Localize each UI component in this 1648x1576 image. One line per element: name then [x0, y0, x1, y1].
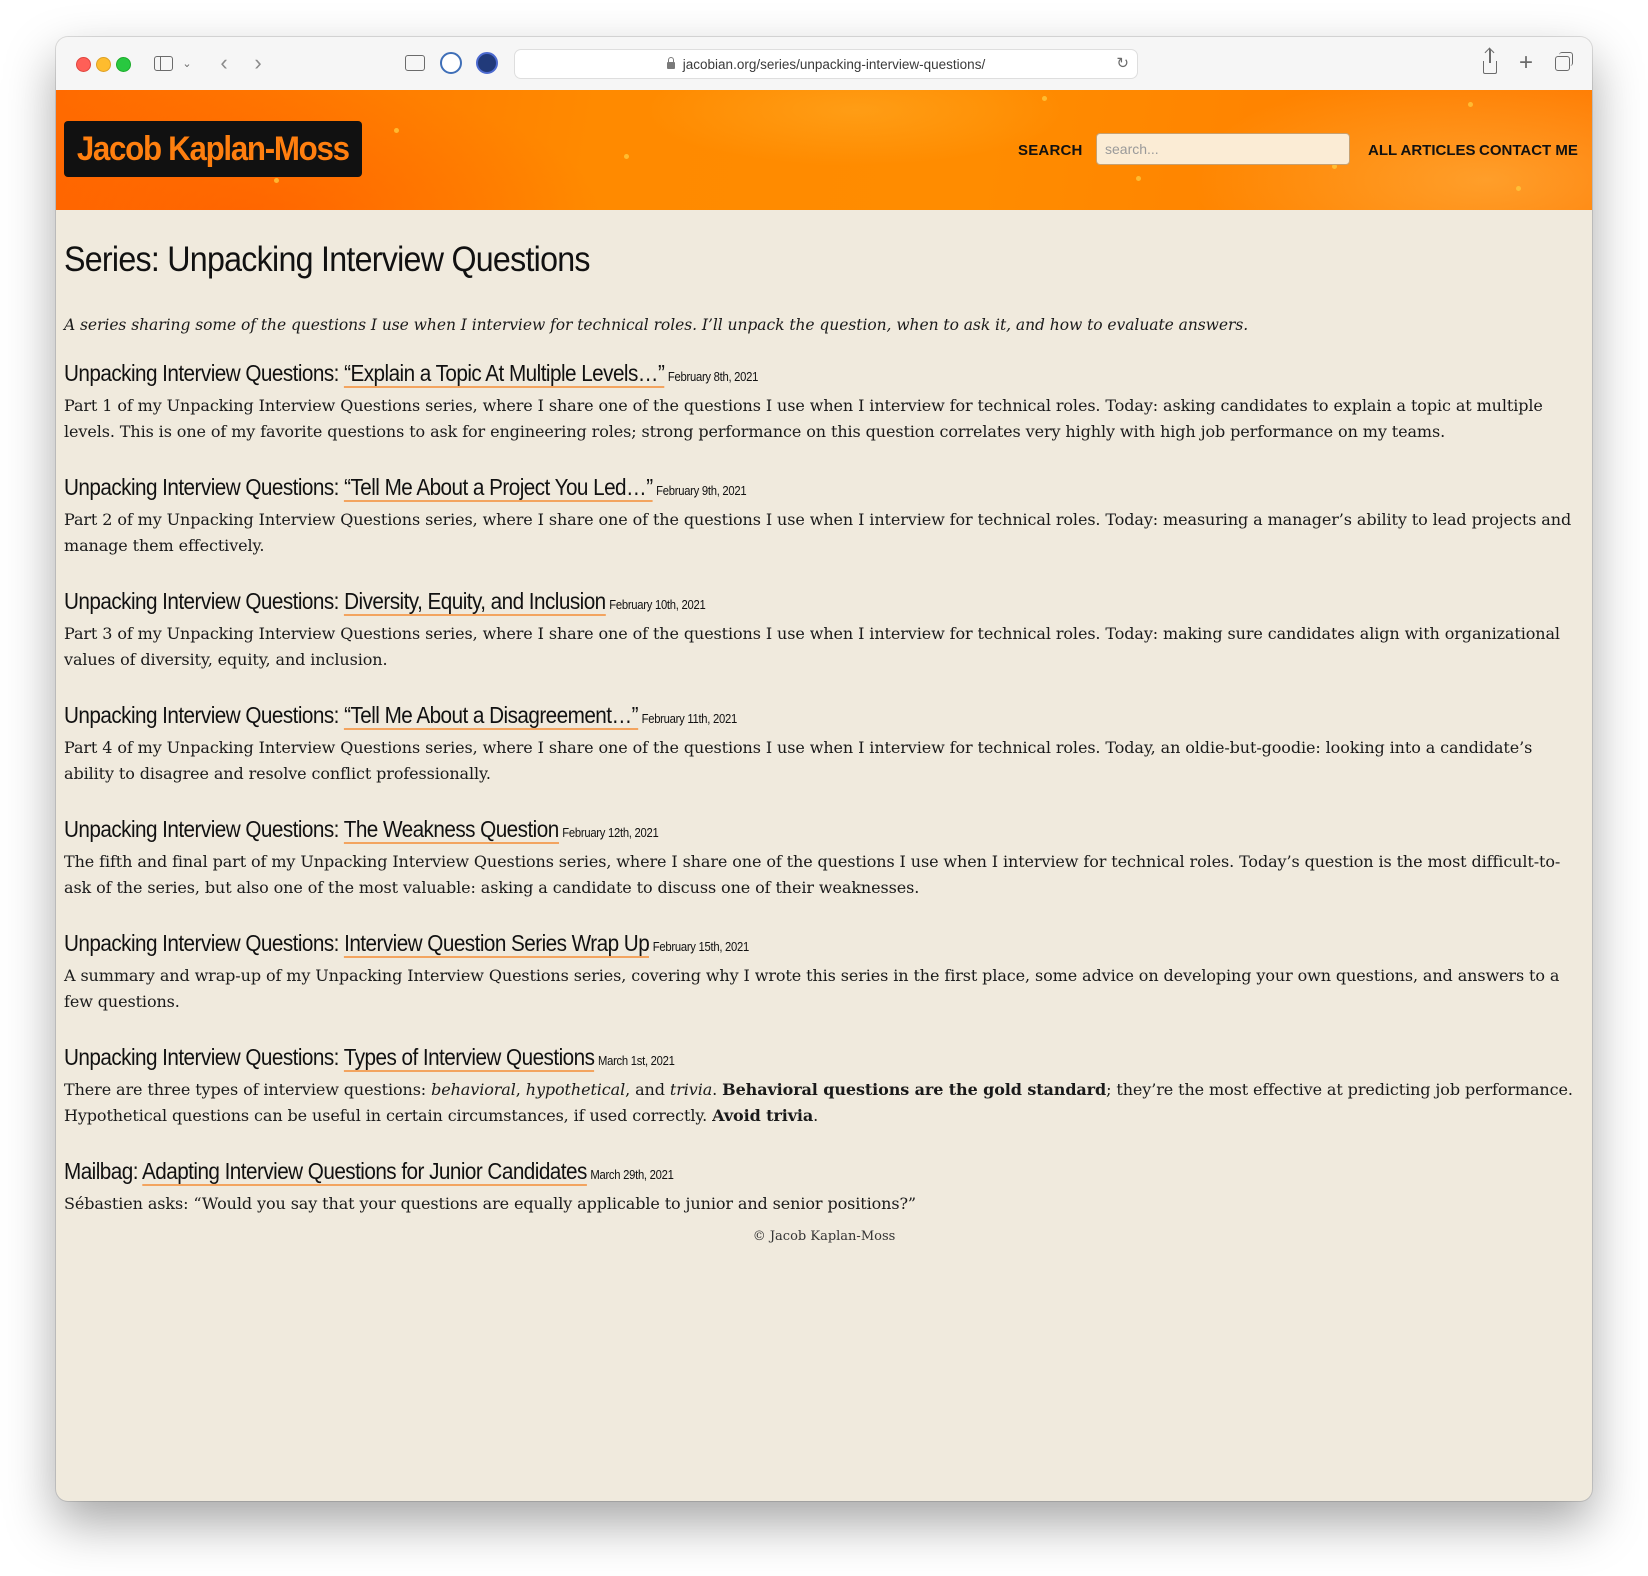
summary-text: ; they’re the most effective at predicting job performance. Hypothetical questions can be useful in certain circumstances, if used correctly. — [64, 1080, 1573, 1125]
nav-search-label[interactable]: SEARCH — [1018, 142, 1083, 159]
article-prefix: Unpacking Interview Questions: — [64, 1044, 344, 1070]
summary-text: . — [813, 1106, 819, 1125]
article-link[interactable]: “Tell Me About a Project You Led…” — [344, 474, 653, 500]
article-heading — [64, 702, 1432, 729]
article-entry — [64, 588, 1584, 673]
zoom-window-button[interactable] — [116, 57, 131, 72]
reload-icon[interactable]: ↻ — [1116, 55, 1129, 72]
article-link[interactable]: Adapting Interview Questions for Junior Candidates — [141, 1158, 587, 1184]
extension-password-icon[interactable] — [440, 51, 462, 75]
back-arrow-icon[interactable]: ‹ — [220, 50, 228, 75]
article-date: February 12th, 2021 — [562, 826, 659, 840]
lock-icon — [667, 62, 675, 69]
url-text: jacobian.org/series/unpacking-interview-questions/ — [682, 56, 986, 72]
browser-toolbar — [56, 37, 1592, 91]
page-title: Series: Unpacking Interview Questions — [64, 240, 590, 279]
chevron-down-icon[interactable]: ⌄ — [182, 57, 192, 70]
article-heading — [64, 1158, 1432, 1185]
article-heading — [64, 360, 1432, 387]
new-tab-icon[interactable]: + — [1518, 49, 1533, 76]
series-intro: A series sharing some of the questions I use when I interview for technical roles. I’ll unpack the question, when to ask it, and how to evaluate answers. — [64, 316, 1249, 334]
article-prefix: Unpacking Interview Questions: — [64, 930, 345, 956]
article-summary: Part 4 of my Unpacking Interview Questions series, where I share one of the questions I use when I interview for technical roles. Today, an oldie-but-goodie: looking into a candidate’s ability to disagree and resolve conflict professionally. — [64, 738, 1533, 783]
article-summary: Part 2 of my Unpacking Interview Questions series, where I share one of the questions I use when I interview for technical roles. Today: measuring a manager’s ability to lead projects and manage them effectively. — [64, 510, 1572, 555]
summary-strong: Avoid trivia — [712, 1106, 814, 1125]
close-window-button[interactable] — [76, 57, 91, 72]
article-summary: Part 3 of my Unpacking Interview Questions series, where I share one of the questions I use when I interview for technical roles. Today: making sure candidates align with organizational values of diversity, equity, and inclusion. — [64, 624, 1560, 669]
forward-arrow-icon[interactable]: › — [254, 50, 262, 75]
article-heading — [64, 474, 1432, 501]
article-summary — [64, 1077, 1584, 1129]
article-heading — [64, 816, 1432, 843]
article-heading — [64, 930, 1432, 957]
summary-text: , and — [625, 1080, 670, 1099]
summary-text: There are three types of interview questions: — [64, 1080, 432, 1099]
article-link[interactable]: “Explain a Topic At Multiple Levels…” — [344, 360, 665, 386]
article-link[interactable]: Types of Interview Questions — [343, 1044, 595, 1070]
share-icon[interactable] — [1480, 51, 1500, 75]
article-summary: Sébastien asks: “Would you say that your questions are equally applicable to junior and senior positions?” — [64, 1194, 917, 1213]
nav-contact-me[interactable]: CONTACT ME — [1479, 142, 1578, 159]
browser-window — [56, 37, 1592, 1501]
article-prefix: Mailbag: — [64, 1158, 142, 1184]
article-summary: Part 1 of my Unpacking Interview Questions series, where I share one of the questions I use when I interview for technical roles. Today: asking candidates to explain a topic at multiple levels. This is one of my favorite questions to ask for engineering roles; strong performance on this question correlates very highly with high job performance on my teams. — [64, 396, 1543, 441]
summary-strong: Behavioral questions are the gold standard — [722, 1080, 1107, 1099]
article-entry — [64, 360, 1584, 445]
article-prefix: Unpacking Interview Questions: — [64, 474, 345, 500]
article-date: February 9th, 2021 — [656, 484, 747, 498]
minimize-window-button[interactable] — [96, 57, 111, 72]
article-link[interactable]: Interview Question Series Wrap Up — [344, 930, 650, 956]
article-link[interactable]: Diversity, Equity, and Inclusion — [344, 588, 606, 614]
site-footer: © Jacob Kaplan-Moss — [752, 1229, 896, 1244]
summary-emphasis: hypothetical — [525, 1080, 626, 1099]
article-date: February 15th, 2021 — [652, 940, 749, 954]
article-link[interactable]: The Weakness Question — [343, 816, 559, 842]
article-date: March 1st, 2021 — [597, 1054, 675, 1068]
article-prefix: Unpacking Interview Questions: — [64, 816, 344, 842]
search-input[interactable] — [1096, 133, 1350, 165]
site-logo[interactable] — [64, 121, 362, 177]
sidebar-toggle-icon[interactable] — [152, 51, 174, 75]
article-entry — [64, 474, 1584, 559]
article-link[interactable]: “Tell Me About a Disagreement…” — [344, 702, 639, 728]
article-date: March 29th, 2021 — [590, 1168, 674, 1182]
summary-text: . — [712, 1080, 723, 1099]
article-entry — [64, 1044, 1584, 1129]
article-prefix: Unpacking Interview Questions: — [64, 360, 345, 386]
summary-text: , — [515, 1080, 526, 1099]
site-header — [56, 90, 1592, 210]
article-date: February 11th, 2021 — [641, 712, 737, 726]
article-date: February 10th, 2021 — [609, 598, 706, 612]
nav-all-articles[interactable]: ALL ARTICLES — [1368, 142, 1476, 159]
address-bar[interactable] — [514, 49, 1138, 79]
article-entry — [64, 702, 1584, 787]
tab-overview-icon[interactable] — [1552, 51, 1572, 75]
article-entry — [64, 1158, 1584, 1217]
article-summary: The fifth and final part of my Unpacking Interview Questions series, where I share one of the questions I use when I interview for technical roles. Today’s question is the most difficult-to-ask of the series, but also one of the most valuable: asking a candidate to discuss one of their weaknesses. — [64, 852, 1561, 897]
article-prefix: Unpacking Interview Questions: — [64, 702, 345, 728]
article-date: February 8th, 2021 — [667, 370, 759, 384]
article-entry — [64, 930, 1584, 1015]
article-summary: A summary and wrap-up of my Unpacking Interview Questions series, covering why I wrote this series in the first place, some advice on developing your own questions, and answers to a few questions. — [64, 966, 1560, 1011]
site-logo-text: Jacob Kaplan-Moss — [77, 129, 349, 168]
article-heading — [64, 1044, 1432, 1071]
summary-emphasis: behavioral — [431, 1080, 516, 1099]
extension-shield-icon[interactable] — [476, 51, 498, 75]
summary-emphasis: trivia — [669, 1080, 713, 1099]
article-prefix: Unpacking Interview Questions: — [64, 588, 345, 614]
extension-chat-icon[interactable] — [404, 51, 426, 75]
article-heading — [64, 588, 1432, 615]
article-entry — [64, 816, 1584, 901]
